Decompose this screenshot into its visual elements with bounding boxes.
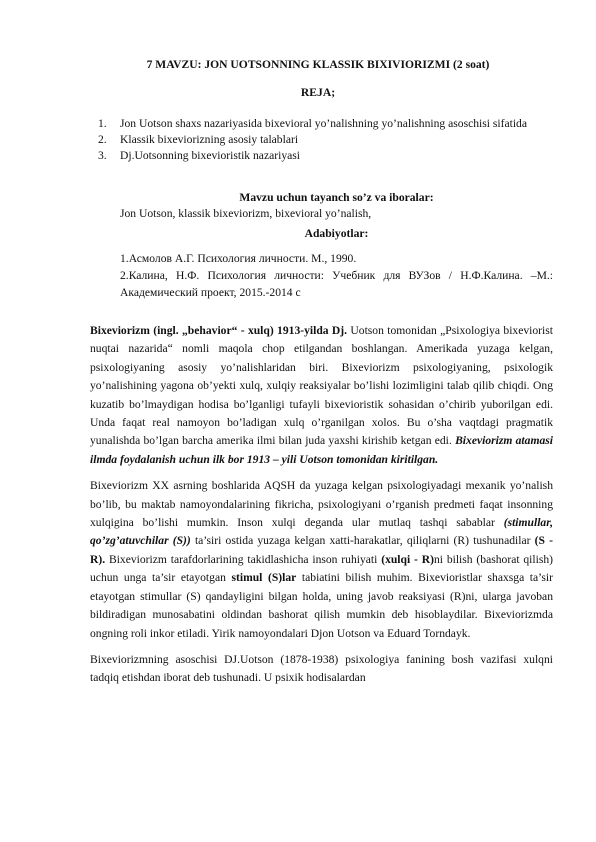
- literature-item: 2.Калина, Н.Ф. Психология личности: Учебник для ВУЗов / Н.Ф.Калина. –М.: Академический проект, 2015.-2014 с: [120, 269, 553, 299]
- literature-heading: Adabiyotlar:: [304, 227, 369, 240]
- reja-heading: REJA;: [300, 86, 336, 99]
- plan-list: [98, 116, 553, 164]
- bold-text: stimul (S)lar: [231, 571, 297, 585]
- paragraph: [90, 477, 553, 643]
- bold-text: (xulqi - R): [381, 552, 434, 566]
- bold-text: (S - R).: [90, 534, 553, 566]
- plan-item-number: 1.: [98, 117, 107, 130]
- bold-italic-text: (stimullar, qo’zg’atuvchilar (S)): [90, 516, 553, 548]
- bold-italic-text: Bixeviorizm atamasi ilmda foydalanish uchun ilk bor 1913 – yili Uotson tomonidan kiritilgan.: [90, 434, 553, 466]
- paragraph-text: Bixeviorizm tarafdorlarining takidlashicha inson ruhiyati: [105, 552, 382, 566]
- paragraph: Bixeviorizmning asoschisi DJ.Uotson (1878-1938) psixologiya fanining bosh vazifasi xulqni tadqiq etishdan iborat deb tushunadi. U psixik hodisalardan: [90, 652, 553, 685]
- plan-item: [98, 148, 553, 164]
- paragraph-text: ni bilish (bashorat qilish) uchun unga ta’sir etayotgan: [90, 552, 554, 585]
- paragraph-text: tabiatini bilish muhim. Bixevioristlar shaxsga ta’sir etayotgan stimullar (S) qandayligini bilgan holda, uning javob reaksiyasi (R)ni, ularga javoban bildiradigan munosabatini oldindan bashorat qilish mumkin deb hisoblaydilar. Bixeviorizmda ongning roli inkor etiladi. Yirik namoyondalari Djon Uotson va Eduard Torndayk.: [90, 571, 553, 640]
- literature-list: [120, 250, 553, 301]
- paragraph: [90, 322, 553, 469]
- plan-item-text: Jon Uotson shaxs nazariyasida bixevioral yo’nalishning yo’nalishning asoschisi sifatida: [120, 117, 527, 130]
- paragraph-text: Uotson tomonidan „Psixologiya bixeviorist nuqtai nazarida“ nomli maqola chop etilgandan boshlangan. Amerikada yuzaga kelgan, psixologiyaning asosiy yo’nalishlaridan biri. Bixeviorizm psixologiyaning, psixologik yo’nalishining yagona ob’yekti xulq, xulqiy reaksiyalar bo’lishi lozimligini talab qilib chiqdi. Ong kuzatib bo’lmaydigan hodisa bo’lganligi tufayli bixevioristik sohasidan o’chirib yuborilgan edi. Unda faqat real namoyon bo’ladigan xulq o’rganilgan xolos. Bu o’sha vaqtdagi pragmatik yunalishda bo’lgan barcha amerika ilmi bilan juda yaxshi kirishib ketgan edi.: [90, 324, 553, 448]
- plan-item-text: Dj.Uotsonning bixevioristik nazariyasi: [120, 149, 300, 162]
- plan-item-text: Klassik bixeviorizning asosiy talablari: [120, 133, 299, 146]
- plan-item: [98, 132, 553, 148]
- page-title: 7 MAVZU: JON UOTSONNING KLASSIK BIXIVIORIZMI (2 soat): [146, 58, 490, 71]
- paragraph-text: Bixeviorizm XX asrning boshlarida AQSH da yuzaga kelgan psixologiyadagi mexanik yo’nalish bo’lib, bu maktab namoyondalarining fikricha, psixologiyani o’rganish predmeti faqat insonning xulqigina bo’lishi mumkin. Inson xulqi deganda ular mutlaq tashqi sabablar: [90, 479, 553, 530]
- plan-item-number: 2.: [98, 133, 107, 146]
- plan-item: [98, 116, 553, 132]
- concepts-text: Jon Uotson, klassik bixeviorizm, bixevioral yo’nalish,: [120, 207, 372, 220]
- body-text: [90, 322, 553, 696]
- bold-lead: Bixeviorizm (ingl. „behavior“ - xulq) 1913-yilda Dj.: [90, 324, 348, 337]
- concepts-heading: Mavzu uchun tayanch so’z va iboralar:: [239, 191, 434, 204]
- paragraph-text: ta’siri ostida yuzaga kelgan xatti-harakatlar, qiliqlarni (R) tushunadilar: [190, 534, 535, 548]
- literature-item: 1.Асмолов А.Г. Психология личности. М., 1990.: [120, 252, 357, 265]
- plan-item-number: 3.: [98, 149, 107, 162]
